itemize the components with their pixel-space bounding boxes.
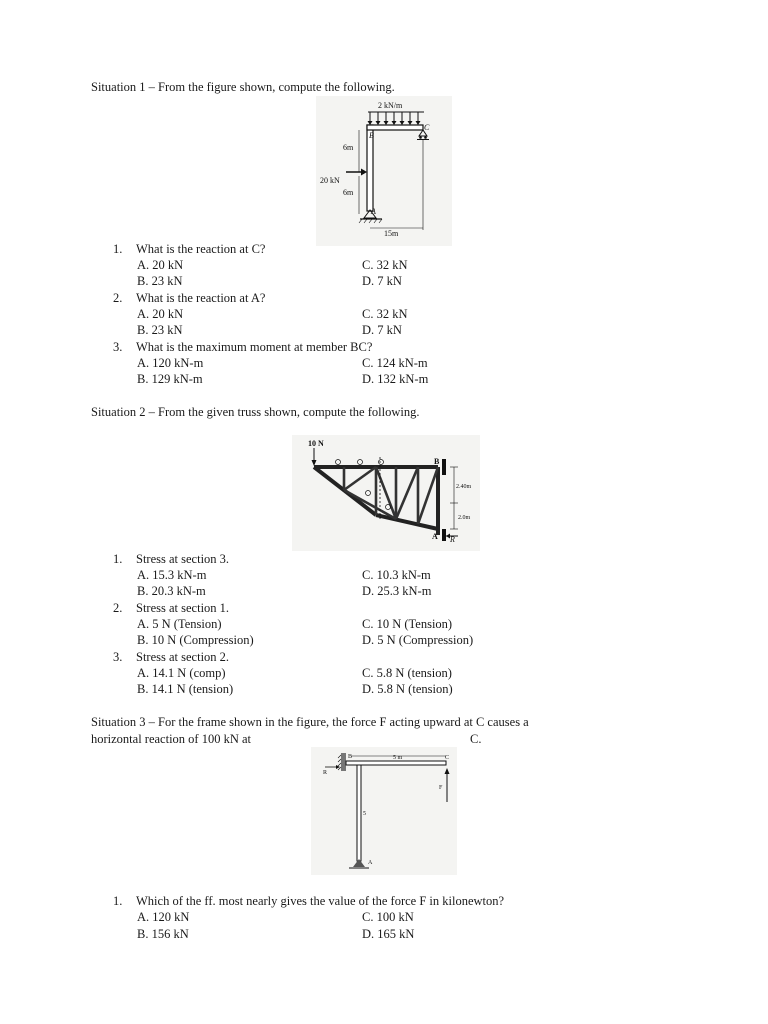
truss-label-ra: R xyxy=(450,535,455,544)
load-label: 2 kN/m xyxy=(378,101,403,110)
s1-q2-option-d: D. 7 kN xyxy=(362,323,402,337)
situation-3-title-line1: Situation 3 – For the frame shown in the figure, the force F acting upward at C causes a xyxy=(91,715,529,729)
s3-q1-option-d: D. 165 kN xyxy=(362,927,415,941)
span-label: 15m xyxy=(384,229,399,238)
s2-q1-option-c: C. 10.3 kN-m xyxy=(362,568,431,582)
frame3-label-f: F xyxy=(439,785,443,791)
s1-q1-option-b: B. 23 kN xyxy=(137,274,183,288)
s1-q1-text: What is the reaction at C? xyxy=(136,242,266,256)
s2-q2-option-b: B. 10 N (Compression) xyxy=(137,633,254,647)
support-b xyxy=(442,459,446,475)
s3-q1-text: Which of the ff. most nearly gives the value of the force F in kilonewton? xyxy=(136,894,505,908)
column-3 xyxy=(357,765,361,861)
situation-1-figure xyxy=(316,96,452,246)
s2-q3-option-b: B. 14.1 N (tension) xyxy=(137,682,234,696)
s2-q3-number: 3. xyxy=(113,650,123,664)
situation-2-title: Situation 2 – From the given truss shown, compute the following. xyxy=(91,405,420,419)
force-label: 20 kN xyxy=(320,176,340,185)
s1-q1-number: 1. xyxy=(113,242,123,256)
situation-3-figure xyxy=(311,747,457,875)
s2-q2-option-a: A. 5 N (Tension) xyxy=(137,617,222,631)
dim-upper-label: 2.40m xyxy=(456,484,472,490)
s2-q1-number: 1. xyxy=(113,552,123,566)
dim-bottom-label: 6m xyxy=(343,188,354,197)
situation-2-figure xyxy=(292,435,480,551)
support-a xyxy=(442,529,446,541)
frame3-label-b: B xyxy=(348,754,353,760)
s1-q3-option-a: A. 120 kN-m xyxy=(137,356,204,370)
s3-q1-number: 1. xyxy=(113,894,123,908)
label-a: A xyxy=(371,207,376,216)
s2-q2-text: Stress at section 1. xyxy=(136,601,230,615)
label-b: B xyxy=(369,131,374,140)
s2-q2-option-d: D. 5 N (Compression) xyxy=(362,633,474,647)
frame-diagram-1 xyxy=(316,96,452,246)
frame3-label-a: A xyxy=(368,860,373,866)
label-c: C xyxy=(424,123,430,132)
s1-q3-number: 3. xyxy=(113,340,123,354)
truss-diagram xyxy=(292,435,480,551)
frame3-span-label: 5 m xyxy=(393,755,403,761)
s2-q2-option-c: C. 10 N (Tension) xyxy=(362,617,453,631)
dim-top-label: 6m xyxy=(343,143,354,152)
s1-q3-option-c: C. 124 kN-m xyxy=(362,356,428,370)
situation-3-title-line2: horizontal reaction of 100 kN at xyxy=(91,732,252,746)
beam-bc-3 xyxy=(346,761,446,765)
frame-diagram-3 xyxy=(311,747,457,875)
s2-q3-option-a: A. 14.1 N (comp) xyxy=(137,666,226,680)
frame3-height-label: 5 xyxy=(363,811,366,817)
dim-lower-label: 2.0m xyxy=(458,515,471,521)
s1-q1-option-d: D. 7 kN xyxy=(362,274,402,288)
s1-q3-text: What is the maximum moment at member BC? xyxy=(136,340,373,354)
s1-q1-option-c: C. 32 kN xyxy=(362,258,408,272)
situation-3-title-line2-end: C. xyxy=(470,732,482,746)
s1-q2-option-b: B. 23 kN xyxy=(137,323,183,337)
frame3-label-rx: R xyxy=(323,770,328,776)
truss-load-label: 10 N xyxy=(308,439,324,448)
s2-q3-option-d: D. 5.8 N (tension) xyxy=(362,682,453,696)
s1-q3-option-b: B. 129 kN-m xyxy=(137,372,203,386)
s1-q3-option-d: D. 132 kN-m xyxy=(362,372,429,386)
s2-q2-number: 2. xyxy=(113,601,123,615)
s1-q2-text: What is the reaction at A? xyxy=(136,291,266,305)
s2-q1-text: Stress at section 3. xyxy=(136,552,230,566)
s2-q1-option-b: B. 20.3 kN-m xyxy=(137,584,206,598)
s1-q2-number: 2. xyxy=(113,291,123,305)
s1-q2-option-a: A. 20 kN xyxy=(137,307,184,321)
s3-q1-option-b: B. 156 kN xyxy=(137,927,189,941)
truss-label-b: B xyxy=(434,457,440,466)
frame3-label-c: C xyxy=(445,755,450,761)
situation-1-title: Situation 1 – From the figure shown, compute the following. xyxy=(91,80,395,94)
s2-q1-option-a: A. 15.3 kN-m xyxy=(137,568,207,582)
s2-q3-text: Stress at section 2. xyxy=(136,650,230,664)
truss-label-a: A xyxy=(432,532,438,541)
s2-q1-option-d: D. 25.3 kN-m xyxy=(362,584,432,598)
s2-q3-option-c: C. 5.8 N (tension) xyxy=(362,666,452,680)
s1-q2-option-c: C. 32 kN xyxy=(362,307,408,321)
s3-q1-option-a: A. 120 kN xyxy=(137,910,190,924)
s3-q1-option-c: C. 100 kN xyxy=(362,910,414,924)
beam-bc xyxy=(367,125,423,130)
s1-q1-option-a: A. 20 kN xyxy=(137,258,184,272)
wall-support-b xyxy=(341,753,346,771)
